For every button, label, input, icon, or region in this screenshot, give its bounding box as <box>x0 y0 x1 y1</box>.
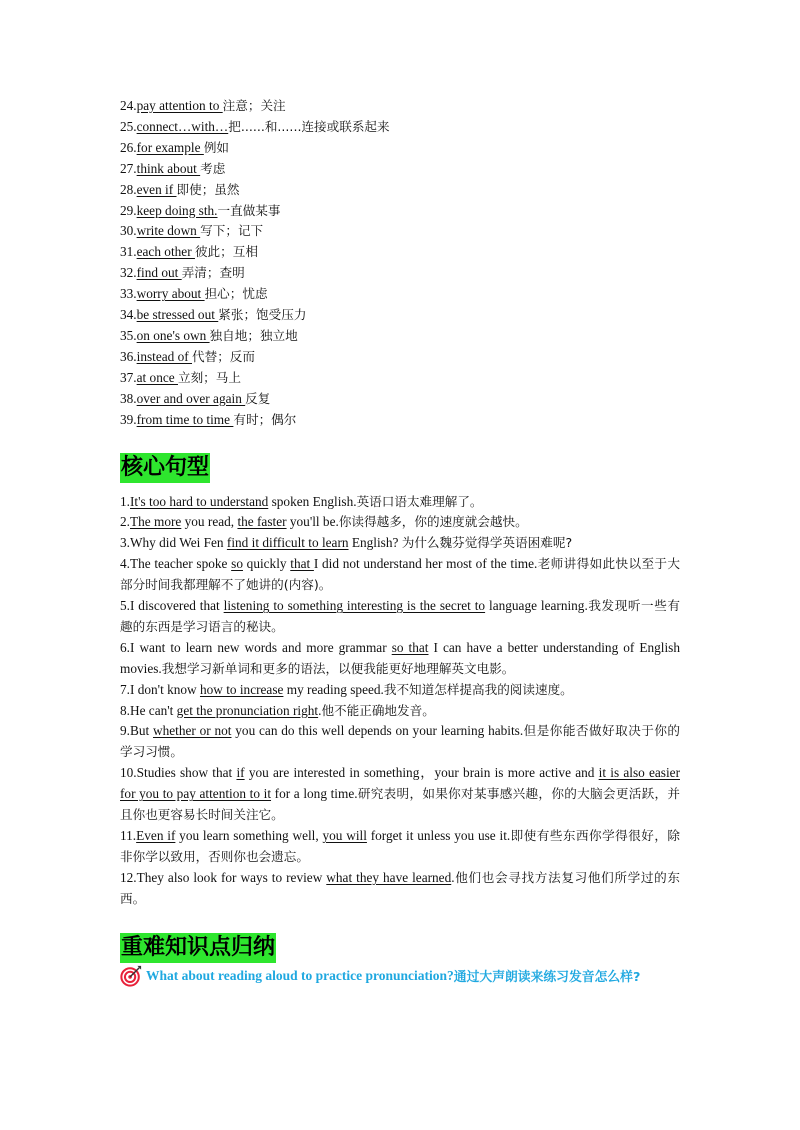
sentence-text: quickly <box>242 556 291 572</box>
phrase-english: from time to time <box>136 411 234 427</box>
phrase-number: 38. <box>120 390 137 406</box>
phrase-english: on one's own <box>136 327 210 343</box>
phrase-english: for example <box>136 139 204 155</box>
phrase-item <box>120 389 680 410</box>
phrase-english: at once <box>136 369 178 385</box>
sentence-item <box>120 638 680 680</box>
phrase-number: 33. <box>120 286 137 302</box>
phrase-chinese: 写下；记下 <box>200 223 264 239</box>
sentence-translation: 英语口语太难理解了。 <box>356 493 483 509</box>
sentence-item <box>120 701 680 722</box>
sentence-translation: 我不知道怎样提高我的阅读速度。 <box>383 681 573 697</box>
sentence-text: English? <box>348 535 402 551</box>
phrase-number: 27. <box>120 160 137 176</box>
phrase-number: 39. <box>120 411 137 427</box>
phrase-chinese: 立刻；马上 <box>177 369 241 385</box>
phrase-chinese: 把......和......连接或联系起来 <box>228 118 390 134</box>
sentence-translation: 我发现听一些有趣的东西是学习语言的秘诀。 <box>120 598 680 634</box>
phrase-item <box>120 263 680 284</box>
sentence-text: you can do this well depends on your learning habits. <box>231 723 524 739</box>
subheading <box>120 965 680 987</box>
key-phrase: that <box>290 556 314 572</box>
phrase-chinese: 反复 <box>245 390 271 406</box>
phrase-number: 32. <box>120 265 137 281</box>
phrase-english: connect…with… <box>136 118 229 134</box>
sentence-item <box>120 512 680 533</box>
phrase-chinese: 紧张；饱受压力 <box>218 307 307 323</box>
phrase-chinese: 独自地；独立地 <box>209 327 298 343</box>
phrase-item <box>120 138 680 159</box>
sentence-translation: 为什么魏芬觉得学英语困难呢? <box>401 535 573 551</box>
sentence-text: my reading speed. <box>283 681 384 697</box>
sentence-text: 9.But <box>120 723 153 739</box>
phrase-number: 26. <box>120 139 137 155</box>
phrase-number: 25. <box>120 118 137 134</box>
phrase-item <box>120 180 680 201</box>
section-core-sentences <box>120 453 680 483</box>
sentence-text: I did not understand her most of the time. <box>313 556 538 572</box>
key-phrase: so that <box>391 639 429 655</box>
phrase-list <box>120 96 680 431</box>
key-phrase: you will <box>322 828 367 843</box>
sentence-text: 1. <box>120 493 130 509</box>
sentence-text: you are interested in something，your brain is more active and <box>244 765 599 781</box>
phrase-number: 36. <box>120 348 137 364</box>
sentence-text: 5.I discovered that <box>120 598 224 614</box>
sentence-item <box>120 492 680 513</box>
sentence-text: 8.He can't <box>120 702 177 718</box>
sentence-translation: 他不能正确地发音。 <box>321 702 435 718</box>
sentence-text: . <box>318 702 322 718</box>
phrase-chinese: 彼此；互相 <box>194 244 258 260</box>
phrase-english: find out <box>136 265 182 281</box>
key-phrase: how to increase <box>199 681 284 697</box>
phrase-number: 31. <box>120 244 137 260</box>
phrase-number: 35. <box>120 327 137 343</box>
key-phrase: Even if <box>136 828 176 843</box>
phrase-number: 24. <box>120 98 137 113</box>
sentence-translation: 你读得越多，你的速度就会越快。 <box>338 514 528 530</box>
phrase-english: think about <box>136 160 201 176</box>
phrase-item <box>120 221 680 242</box>
key-phrase: get the pronunciation right <box>176 702 319 718</box>
sentence-item <box>120 533 680 554</box>
phrase-english: even if <box>136 181 177 197</box>
phrase-english: be stressed out <box>136 307 219 323</box>
phrase-item <box>120 305 680 326</box>
section-key-points <box>120 933 680 963</box>
key-phrase: the faster <box>237 514 287 530</box>
phrase-item <box>120 368 680 389</box>
target-icon <box>120 965 142 987</box>
key-phrase: It's too hard to understand <box>129 493 269 509</box>
phrase-item <box>120 117 680 138</box>
key-phrase: if <box>236 765 245 781</box>
phrase-item <box>120 96 680 117</box>
sentence-translation: 研究表明，如果你对某事感兴趣，你的大脑会更活跃，并且你也更容易长时间关注它。 <box>120 786 681 823</box>
phrase-item <box>120 410 680 431</box>
key-phrase: it is also easier for you to pay attention to it <box>120 765 680 802</box>
phrase-number: 29. <box>120 202 137 218</box>
sentence-text: 10.Studies show that <box>120 765 237 781</box>
key-phrase: listening to something interesting is the secret to <box>223 598 486 614</box>
sentence-item <box>120 554 680 596</box>
sentence-text: you learn something well, <box>175 828 323 843</box>
sentence-text: 3.Why did Wei Fen <box>120 535 227 551</box>
section-title-key-points: 重难知识点归纳 <box>120 933 276 963</box>
sentence-text: you read, <box>181 514 238 530</box>
key-phrase: so <box>231 556 243 572</box>
phrase-chinese: 注意；关注 <box>222 98 286 113</box>
sentence-translation: 即使有些东西你学得很好，除非你学以致用，否则你也会遗忘。 <box>120 828 681 864</box>
sentence-text: 11. <box>120 828 137 843</box>
phrase-chinese: 弄清；查明 <box>181 265 245 281</box>
phrase-number: 37. <box>120 369 137 385</box>
phrase-chinese: 考虑 <box>200 160 226 176</box>
document-page <box>120 96 680 987</box>
phrase-chinese: 有时；偶尔 <box>233 411 297 427</box>
sentence-text: 12.They also look for ways to review <box>120 869 327 885</box>
phrase-english: keep doing sth. <box>136 202 218 218</box>
phrase-chinese: 担心；忧虑 <box>204 286 268 302</box>
phrase-chinese: 即使；虽然 <box>176 181 240 197</box>
phrase-chinese: 代替；反而 <box>192 348 255 364</box>
sentence-list <box>120 492 680 910</box>
phrase-item <box>120 347 680 368</box>
phrase-item <box>120 201 680 222</box>
sentence-item <box>120 868 680 910</box>
key-phrase: The more <box>129 514 182 530</box>
sentence-item <box>120 596 680 638</box>
subheading-en: What about reading aloud to practice pronunciation? <box>146 967 454 983</box>
sentence-text: 2. <box>120 514 130 530</box>
subheading-zh: 通过大声朗读来练习发音怎么样? <box>453 970 641 986</box>
phrase-english: instead of <box>136 348 193 364</box>
sentence-text: 4.The teacher spoke <box>120 556 232 572</box>
sentence-text: forget it unless you use it. <box>366 828 511 843</box>
phrase-item <box>120 284 680 305</box>
phrase-english: over and over again <box>136 390 246 406</box>
phrase-number: 28. <box>120 181 137 197</box>
key-phrase: what they have learned <box>326 869 452 885</box>
sentence-text: 7.I don't know <box>120 681 200 697</box>
sentence-text: for a long time. <box>271 786 358 802</box>
sentence-item <box>120 721 680 763</box>
phrase-english: worry about <box>136 286 205 302</box>
sentence-translation: 我想学习新单词和更多的语法，以便我能更好地理解英文电影。 <box>161 660 515 676</box>
phrase-item <box>120 242 680 263</box>
phrase-chinese: 一直做某事 <box>217 202 281 218</box>
sentence-text: I can have a better understanding of English movies. <box>120 639 680 676</box>
sentence-text: spoken English. <box>268 493 357 509</box>
phrase-english: write down <box>136 223 201 239</box>
sentence-item <box>120 680 680 701</box>
phrase-chinese: 例如 <box>203 139 230 155</box>
phrase-number: 30. <box>120 223 137 239</box>
sentence-text: you'll be. <box>286 514 339 530</box>
phrase-english: pay attention to <box>136 98 223 113</box>
sentence-text: language learning. <box>485 598 588 614</box>
phrase-number: 34. <box>120 307 137 323</box>
section-title-core-sentences: 核心句型 <box>120 453 210 483</box>
sentence-text: . <box>451 869 455 885</box>
key-phrase: find it difficult to learn <box>226 535 349 551</box>
sentence-item <box>120 826 680 868</box>
sentence-translation: 老师讲得如此快以至于大部分时间我都理解不了她讲的(内容)。 <box>120 556 680 593</box>
phrase-item <box>120 326 680 347</box>
phrase-item <box>120 159 680 180</box>
key-phrase: whether or not <box>152 723 232 739</box>
sentence-translation: 他们也会寻找方法复习他们所学过的东西。 <box>120 869 681 906</box>
sentence-text: 6.I want to learn new words and more grammar <box>120 639 392 655</box>
sentence-translation: 但是你能否做好取决于你的学习习惯。 <box>120 723 680 760</box>
phrase-english: each other <box>136 244 195 260</box>
sentence-item <box>120 763 680 826</box>
